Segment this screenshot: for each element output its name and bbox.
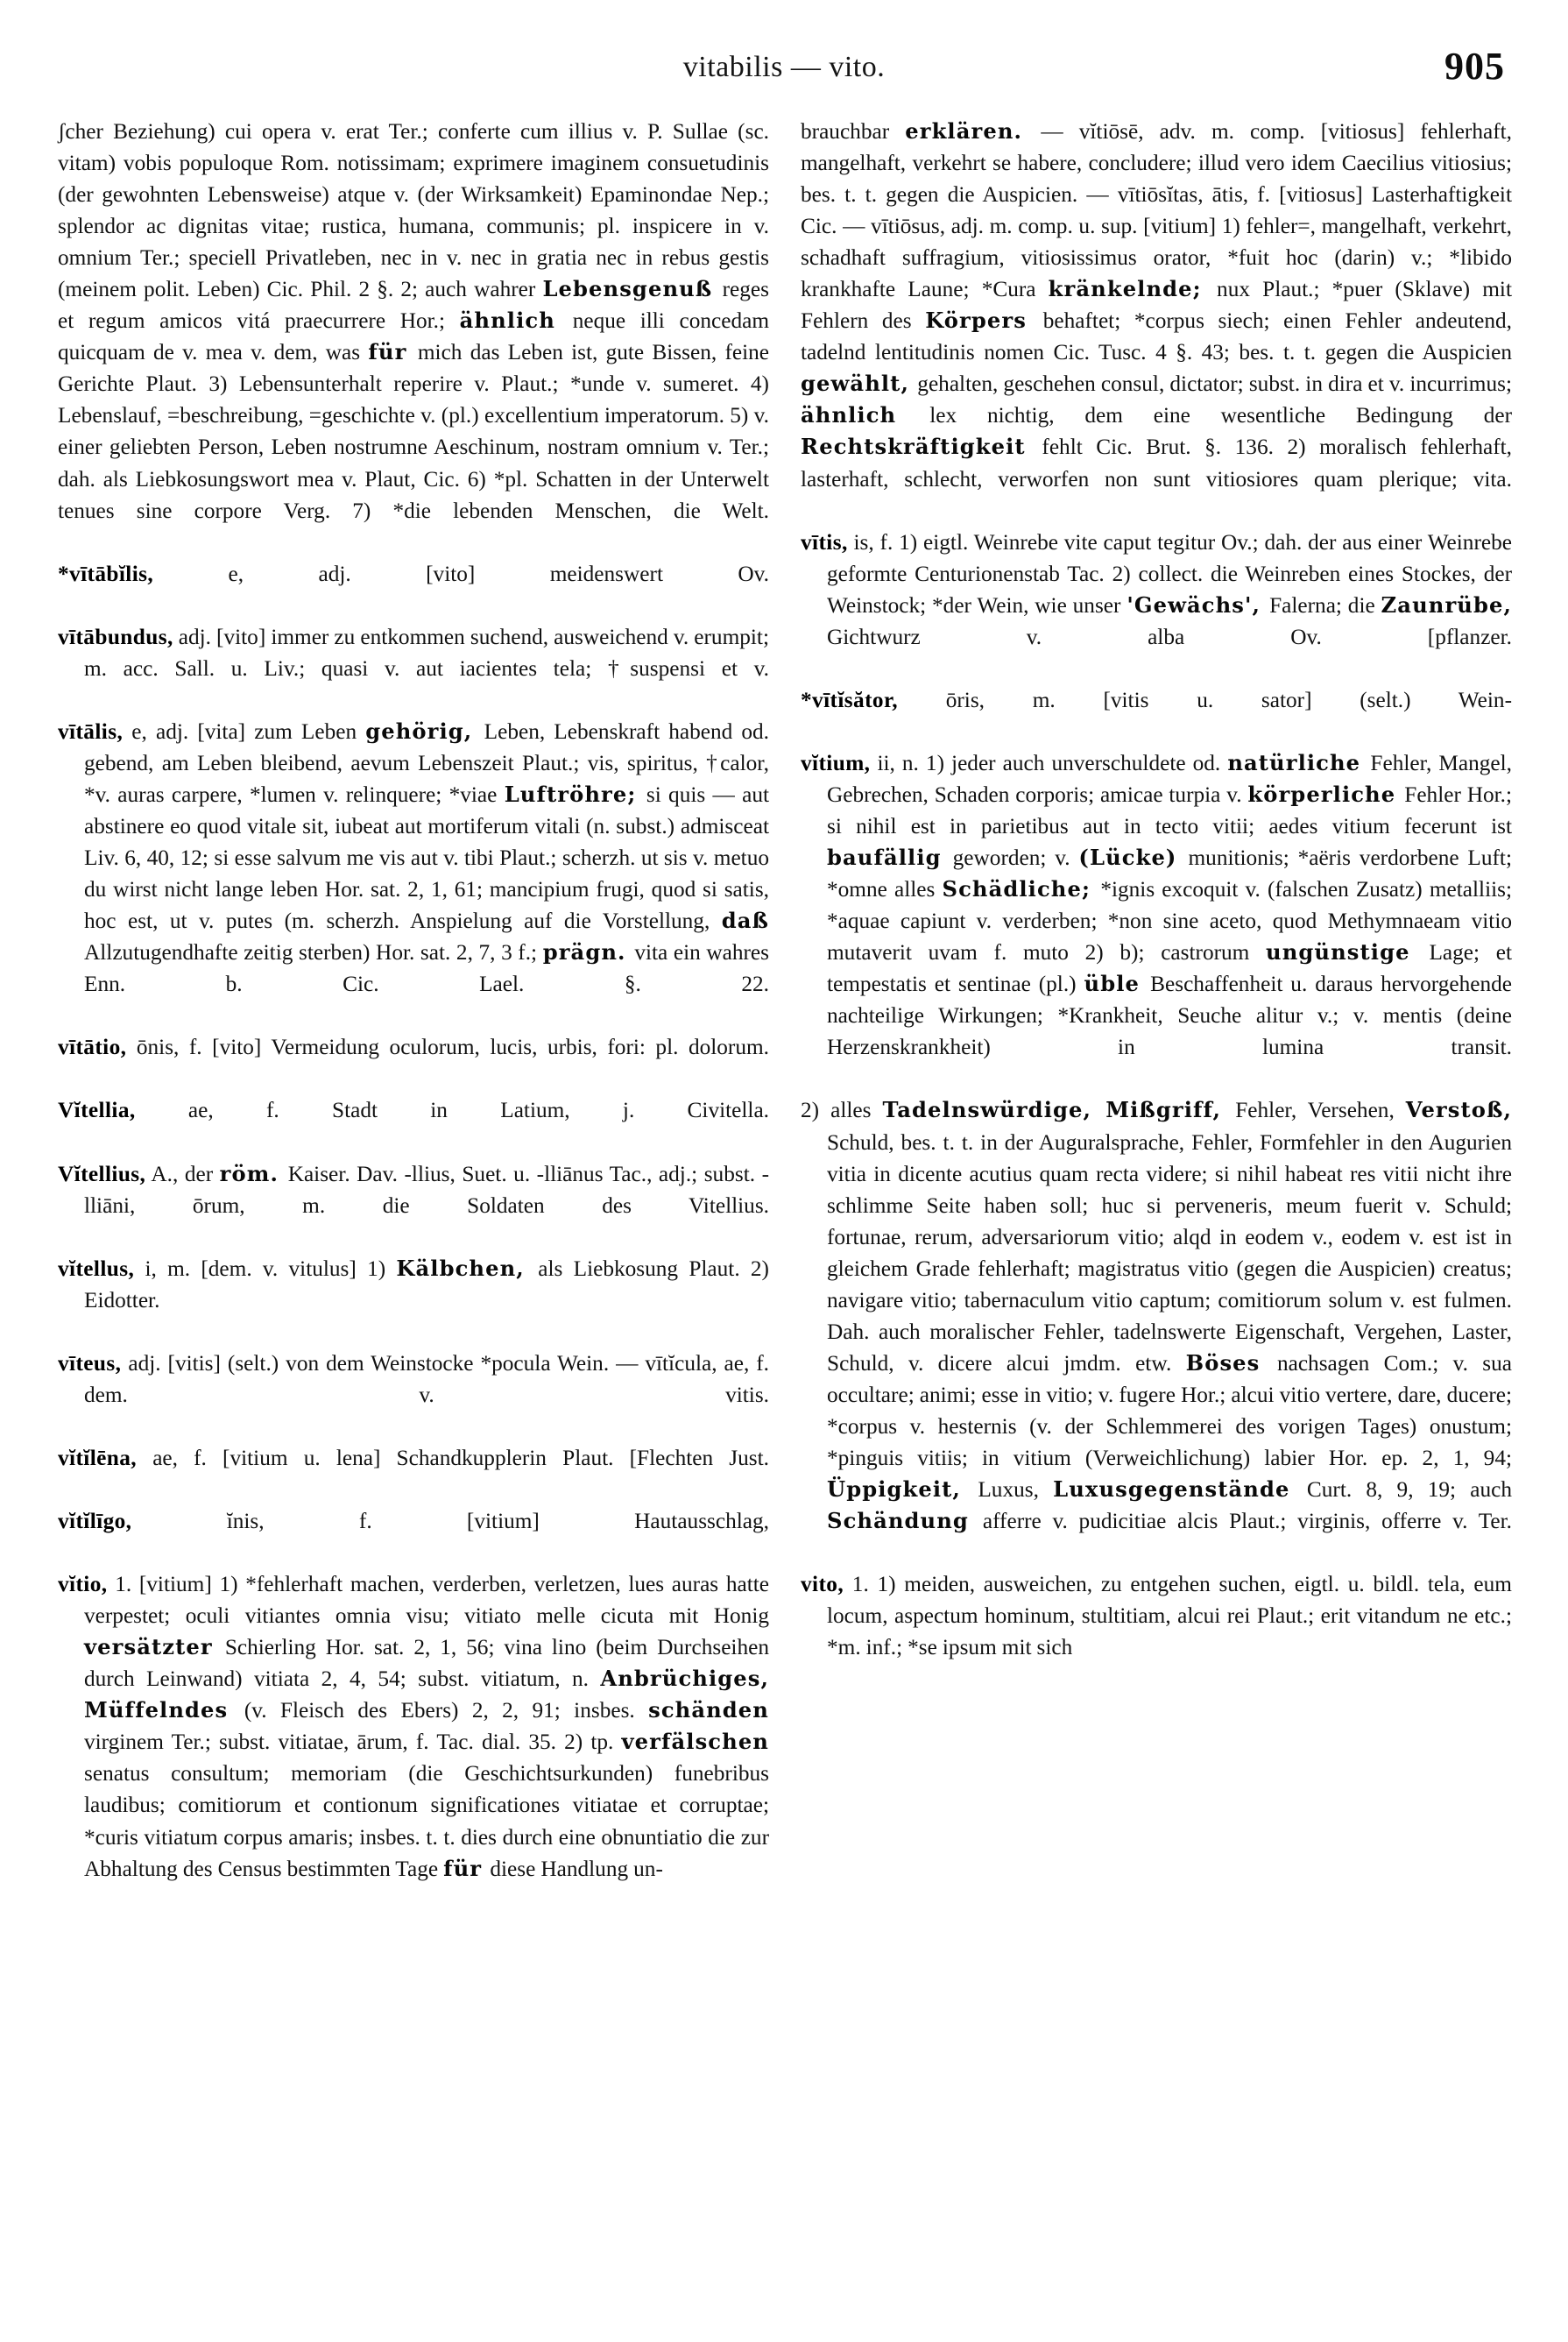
page-header xyxy=(0,45,1568,96)
entry-paragraph xyxy=(801,684,1512,747)
latin-text: brauchbar xyxy=(801,119,906,144)
latin-text: *ignis excoquit v. (falschen Zusatz) metalliis; *aquae capiunt v. verderben; *non sine aceto, quod Methymnaeam vitio mutaverit uvam f. muto 2) b); castrorum xyxy=(827,877,1512,966)
latin-text: Curt. 8, 9, 19; auch xyxy=(1306,1477,1513,1503)
entry-paragraph xyxy=(801,1568,1512,1663)
latin-text: ōris, m. [vitis u. sator] (selt.) Wein- xyxy=(897,687,1512,712)
latin-text: Schuld, bes. t. t. in der Auguralsprache, Fehler, Formfehler in den Augurien vitia in dicente acutius quam recta videre; si nihil habeat res vitii nicht ihre schlimme Seite haben soll; huc si perveneris, meum fuerit v. Schuld; fortunae, rerum, adversariorum vitio; alqd in eodem v., eodem v. est ist in gleichem Grade fehlerhaft; magistratus vitio (gegen die Auspicien) creatus; navigare vitio; tabernaculum vitio captum; comitiorum solum v. est fulmen. Dah. auch moralischer Fehler, tadelnswerte Eigenschaft, Vergehen, Laster, Schuld, v. dicere alcui jmdm. etw. xyxy=(827,1129,1512,1376)
latin-text: Schierling Hor. sat. 2, 1, 56; vina lino (beim Durchseihen durch Leinwand) vitiata 2, 4, 54; subst. vitiatum, n. xyxy=(84,1635,769,1692)
latin-text: lex nichtig, dem eine wesentliche Bedingung der xyxy=(929,403,1512,428)
running-head: vitabilis — vito. xyxy=(682,51,886,83)
latin-text: si quis — aut abstinere eo quod vitale sit, iubeat aut mortiferum vitali (n. subst.) admisceat Liv. 6, 40, 12; si esse salvum me vis aut v. tibi Plaut.; scherzh. ut sis v. metuo du wirst nicht lange leben Hor. sat. 2, 1, 61; mancipium frugi, quod si satis, hoc est, ut v. putes (m. scherzh. Anspielung auf die Vorstellung, xyxy=(84,782,769,934)
latin-text: fehlt Cic. Brut. §. 136. 2) moralisch fehlerhaft, lasterhaft, schlecht, verworfen non sunt vitiosiores quam plerique; vita. xyxy=(801,435,1513,492)
latin-text: Kaiser. Dav. -llius, Suet. u. -lliānus Tac., adj.; subst. -lliāni, ōrum, m. die Soldaten des Vitellius. xyxy=(84,1161,769,1218)
latin-text: nachsagen Com.; v. sua occultare; animi; esse in vitio; v. fugere Hor.; alcui vitio vertere, dare, ducere; *corpus v. hesternis (v. der Schlemmerei des vorigen Tages) onustum; *pinguis vitiis; in vitium (Verweichlichung) labier Hor. ep. 2, 1, 94; xyxy=(827,1350,1513,1470)
latin-text: gehalten, geschehen consul, dictator; subst. in dira et v. incurrimus; xyxy=(917,371,1513,397)
entry-paragraph xyxy=(58,1505,769,1568)
entry-paragraph xyxy=(58,1031,769,1094)
latin-text: ĭnis, f. [vitium] Hautausschlag, xyxy=(131,1509,769,1534)
latin-text: Gichtwurz v. alba Ov. [pflanzer. xyxy=(827,624,1512,649)
entry-paragraph xyxy=(58,1348,769,1442)
latin-text: reges et regum amicos vitá praecurrere Hor.; xyxy=(58,277,769,334)
german-text: baufällig xyxy=(827,845,953,871)
german-text: röm. xyxy=(219,1160,288,1186)
latin-text: ii, n. 1) jeder auch unverschuldete od. xyxy=(870,750,1228,775)
headword: Vĭtellia, xyxy=(58,1098,136,1123)
entry-paragraph xyxy=(801,116,1512,527)
german-text: versätzter xyxy=(84,1634,225,1660)
headword: vītis, xyxy=(801,529,848,555)
latin-text: 2) alles xyxy=(801,1098,883,1123)
german-text: daß xyxy=(721,908,769,934)
entry-paragraph xyxy=(58,1568,769,1884)
latin-text: virginem Ter.; subst. vitiatae, ārum, f. Tac. dial. 35. 2) tp. xyxy=(84,1730,622,1755)
latin-text: ae, f. [vitium u. lena] Schandkupplerin Plaut. [Flechten Just. xyxy=(137,1445,769,1470)
entry-paragraph xyxy=(801,1094,1512,1568)
headword: vĭtellus, xyxy=(58,1256,135,1281)
headword: vĭtĭlēna, xyxy=(58,1445,138,1470)
latin-text: adj. [vitis] (selt.) von dem Weinstocke *pocula Wein. — vītĭcula, ae, f. dem. v. vitis. xyxy=(84,1350,769,1407)
german-text: 'Gewächs', xyxy=(1127,591,1270,618)
latin-text: senatus consultum; memoriam (die Geschichtsurkunden) funebribus laudibus; comitiorum et contionum significationes vitiatae et corruptae; *curis vitiatum corpus amaris; insbes. t. t. dies durch eine obnuntiatio die zur Abhaltung des Census bestimmten Tage xyxy=(84,1761,769,1881)
german-text: natürliche xyxy=(1227,749,1371,775)
latin-text: adj. [vito] immer zu entkommen suchend, ausweichend v. erumpit; m. acc. Sall. u. Liv.; quasi v. aut iacientes tela; †suspensi et v. xyxy=(84,624,769,681)
latin-text: neque illi concedam quicquam de v. mea v. dem, was xyxy=(58,308,769,365)
german-text: prägn. xyxy=(542,939,635,966)
latin-text: afferre v. pudicitiae alcis Plaut.; virginis, offerre v. Ter. xyxy=(982,1509,1512,1534)
german-text: Zaunrübe, xyxy=(1381,591,1512,618)
headword: vĭtĭlīgo, xyxy=(58,1509,132,1534)
latin-text: mich das Leben ist, gute Bissen, feine Gerichte Plaut. 3) Lebensunterhalt reperire v. Plaut.; *unde v. sumeret. 4) Lebenslauf, =beschreibung, =geschichte v. (pl.) excellentium imperatorum. 5) v. einer geliebten Person, Leben nostrumne Aeschinum, nostram omnium v. Ter.; dah. als Liebkosungswort mea v. Plaut, Cic. 6) *pl. Schatten in der Unterwelt tenues sine corpore Verg. 7) *die lebenden Menschen, die Welt. xyxy=(58,340,769,523)
entry-paragraph xyxy=(801,747,1512,1095)
headword: vītābundus, xyxy=(58,624,173,649)
german-text: ungünstige xyxy=(1266,939,1430,966)
page-number: 905 xyxy=(1444,45,1505,88)
german-text: für xyxy=(443,1855,491,1881)
latin-text: 1. 1) meiden, ausweichen, zu entgehen suchen, eigtl. u. bildl. tela, eum locum, aspectum hominum, stultitiam, alcui rei Plaut.; erit vitandum ne etc.; *m. inf.; *se ipsum mit sich xyxy=(827,1572,1512,1660)
german-text: gehörig, xyxy=(365,718,484,744)
german-text: Böses xyxy=(1185,1349,1277,1376)
latin-text: als Liebkosung Plaut. 2) Eidotter. xyxy=(84,1256,769,1313)
two-column-body xyxy=(58,116,1512,2306)
latin-text: A., der xyxy=(145,1161,220,1186)
headword: vīteus, xyxy=(58,1350,122,1376)
latin-text: munitionis; *aëris verdorbene Luft; *omne alles xyxy=(827,846,1512,902)
latin-text: is, f. 1) eigtl. Weinrebe vite caput tegitur Ov.; dah. der aus einer Weinrebe geformte Centurionenstab Tac. 2) collect. die Weinreben eines Stockes, der Weinstock; *der Wein, wie unser xyxy=(827,529,1512,618)
column-left xyxy=(58,116,769,2306)
entry-paragraph xyxy=(58,1442,769,1505)
german-text: Luxusgegenstände xyxy=(1053,1476,1307,1503)
german-text: Körpers xyxy=(925,308,1043,334)
column-right xyxy=(801,116,1512,2306)
german-text: körperliche xyxy=(1247,781,1405,807)
latin-text: Falerna; die xyxy=(1269,592,1381,618)
latin-text: vita ein wahres Enn. b. Cic. Lael. §. 22. xyxy=(84,940,769,997)
german-text: schänden xyxy=(648,1697,769,1723)
german-text: gewählt, xyxy=(801,371,918,397)
latin-text: diese Handlung un- xyxy=(490,1856,663,1881)
headword: vito, xyxy=(801,1572,844,1597)
latin-text: i, m. [dem. v. vitulus] 1) xyxy=(134,1256,397,1281)
entry-paragraph xyxy=(58,621,769,716)
german-text: Üppigkeit, xyxy=(827,1476,978,1503)
headword: Vĭtellius, xyxy=(58,1161,146,1186)
entry-paragraph xyxy=(58,558,769,621)
german-text: (Lücke) xyxy=(1078,845,1189,871)
german-text: ähnlich xyxy=(459,308,573,334)
german-text: Schädliche; xyxy=(942,876,1101,902)
latin-text: Fehler, Mangel, Gebrechen, Schaden corporis; amicae turpia v. xyxy=(827,750,1512,807)
german-text: Anbrüchiges, Müffelndes xyxy=(84,1666,769,1723)
latin-text: ʃcher Beziehung) cui opera v. erat Ter.; conferte cum illius v. P. Sullae (sc. vitam) vobis populoque Rom. notissimam; exprimere imaginem consuetudinis (der gewohnten Lebensweise) atque v. (der Wirksamkeit) Epaminondae Nep.; splendor ac dignitas vitae; rustica, humana, communis; pl. inspicere in v. omnium Ter.; speciell Privatleben, nec in v. nec in gratia nec in rebus gestis (meinem polit. Leben) Cic. Phil. 2 §. 2; auch wahrer xyxy=(58,119,769,302)
german-text: für xyxy=(368,339,418,365)
german-text: kränkelnde; xyxy=(1048,276,1218,302)
german-text: verfälschen xyxy=(621,1729,769,1755)
german-text: Luftröhre; xyxy=(504,781,646,807)
german-text: Tadelnswürdige, Mißgriff, xyxy=(882,1097,1236,1123)
entry-paragraph xyxy=(58,1158,769,1253)
entry-paragraph xyxy=(58,116,769,558)
german-text: ähnlich xyxy=(801,402,930,428)
headword: vītālis, xyxy=(58,718,124,744)
latin-text: Allzutugendhafte zeitig sterben) Hor. sat. 2, 7, 3 f.; xyxy=(84,940,543,966)
latin-text: Leben, Lebenskraft habend od. gebend, am Leben bleibend, aevum Lebenszeit Plaut.; vis, spiritus, †calor, *v. auras carpere, *lumen v. relinquere; *viae xyxy=(84,718,770,807)
latin-text: e, adj. [vito] meidenswert Ov. xyxy=(153,561,769,586)
entry-paragraph xyxy=(58,1094,769,1157)
german-text: erklären. xyxy=(905,118,1042,144)
german-text: üble xyxy=(1084,971,1151,997)
latin-text: 1. [vitium] 1) *fehlerhaft machen, verderben, verletzen, lues auras hatte verpestet; oculi vitiantes omnia visu; vitiato melle cicuta mit Honig xyxy=(84,1572,769,1629)
headword: vĭtium, xyxy=(801,750,871,775)
latin-text: Beschaffenheit u. daraus hervorgehende nachteilige Wirkungen; *Krankheit, Seuche alitur v.; v. mentis (deine Herzenskrankheit) in lumina transit. xyxy=(827,972,1512,1060)
german-text: Rechtskräftigkeit xyxy=(801,434,1042,460)
latin-text: nux Plaut.; *puer (Sklave) mit Fehlern des xyxy=(801,277,1512,334)
headword: vītātio, xyxy=(58,1035,127,1060)
latin-text: Luxus, xyxy=(978,1477,1054,1503)
entry-paragraph xyxy=(801,527,1512,684)
german-text: Kälbchen, xyxy=(396,1255,539,1281)
latin-text: ōnis, f. [vito] Vermeidung oculorum, lucis, urbis, fori: pl. dolorum. xyxy=(126,1035,769,1060)
latin-text: (v. Fleisch des Ebers) 2, 2, 91; insbes. xyxy=(244,1698,649,1723)
german-text: Schändung xyxy=(827,1508,983,1534)
german-text: Lebensgenuß xyxy=(542,276,723,302)
german-text: Verstoß, xyxy=(1405,1097,1512,1123)
entry-paragraph xyxy=(58,716,769,1031)
latin-text: e, adj. [vita] zum Leben xyxy=(123,718,366,744)
headword: *vītābĭlis, xyxy=(58,561,154,586)
latin-text: behaftet; *corpus siech; einen Fehler andeutend, tadelnd lentitudinis nomen Cic. Tusc. 4 §. 43; bes. t. t. gegen die Auspicien xyxy=(801,308,1512,365)
latin-text: Fehler, Versehen, xyxy=(1235,1098,1406,1123)
headword: *vītĭsător, xyxy=(801,687,898,712)
entry-paragraph xyxy=(58,1253,769,1348)
latin-text: — vĭtiōsē, adv. m. comp. [vitiosus] fehlerhaft, mangelhaft, verkehrt se habere, concludere; illud vero idem Caecilius vitiosius; bes. t. t. gegen die Auspicien. — vītiōsĭtas, ātis, f. [vitiosus] Lasterhaftigkeit Cic. — vītiōsus, adj. m. comp. u. sup. [vitium] 1) fehler=, mangelhaft, verkehrt, schadhaft suffragium, vitiosissimus orator, *fuit hoc (darin) v.; *libido krankhafte Laune; *Cura xyxy=(801,119,1513,302)
latin-text: ae, f. Stadt in Latium, j. Civitella. xyxy=(135,1098,769,1123)
latin-text: Fehler Hor.; si nihil est in parietibus aut in tecto vitii; aedes vitium fecerunt ist xyxy=(827,782,1512,839)
latin-text: geworden; v. xyxy=(952,846,1079,871)
headword: vĭtio, xyxy=(58,1572,108,1597)
latin-text: Lage; et tempestatis et sentinae (pl.) xyxy=(827,940,1512,997)
